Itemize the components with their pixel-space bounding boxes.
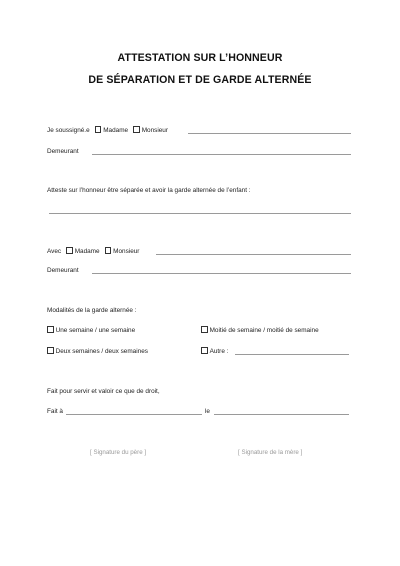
child-name-field[interactable] <box>49 213 351 214</box>
place-field[interactable] <box>66 414 202 415</box>
other-parent-monsieur-label: Monsieur <box>113 248 140 255</box>
custody-option-4-label: Autre : <box>209 348 229 355</box>
custody-option-4 <box>201 346 228 358</box>
declarant-address-label: Demeurant <box>47 148 79 155</box>
other-parent-madame-label: Madame <box>74 248 100 255</box>
declarant-monsieur-label: Monsieur <box>141 127 168 134</box>
declarant-lead-label: Je soussigné.e <box>47 127 90 134</box>
declarant-row <box>47 125 168 137</box>
custody-option-3-checkbox[interactable] <box>47 347 54 354</box>
statement-text: Atteste sur l’honneur être séparée et avoir la garde alternée de l’enfant : <box>47 187 251 194</box>
mother-signature-placeholder: [ Signature de la mère ] <box>238 449 303 456</box>
document-title-line-2: DE SÉPARATION ET DE GARDE ALTERNÉE <box>88 74 312 86</box>
declarant-monsieur-checkbox[interactable] <box>133 126 140 133</box>
other-parent-name-field[interactable] <box>156 254 351 255</box>
other-parent-lead-label: Avec <box>47 248 62 255</box>
date-field[interactable] <box>214 414 349 415</box>
other-parent-madame-checkbox[interactable] <box>66 247 73 254</box>
custody-option-3-label: Deux semaines / deux semaines <box>55 348 148 355</box>
place-label: Fait à <box>47 408 63 415</box>
closing-text: Fait pour servir et valoir ce que de droit, <box>47 388 160 395</box>
custody-heading: Modalités de la garde alternée : <box>47 307 137 314</box>
other-parent-address-field[interactable] <box>92 273 351 274</box>
other-parent-address-label: Demeurant <box>47 267 79 274</box>
custody-option-4-checkbox[interactable] <box>201 347 208 354</box>
declarant-address-field[interactable] <box>92 154 351 155</box>
other-parent-monsieur-checkbox[interactable] <box>105 247 112 254</box>
document-title-line-1: ATTESTATION SUR L’HONNEUR <box>117 52 283 64</box>
custody-other-field[interactable] <box>235 354 349 355</box>
custody-option-1-label: Une semaine / une semaine <box>55 327 136 334</box>
custody-option-1 <box>47 325 135 337</box>
custody-option-2-checkbox[interactable] <box>201 326 208 333</box>
other-parent-row <box>47 246 139 258</box>
date-label: le <box>205 408 210 415</box>
father-signature-placeholder: [ Signature du père ] <box>90 449 147 456</box>
custody-option-2-label: Moitié de semaine / moitié de semaine <box>209 327 319 334</box>
custody-option-1-checkbox[interactable] <box>47 326 54 333</box>
custody-option-3 <box>47 346 148 358</box>
declarant-madame-checkbox[interactable] <box>95 126 102 133</box>
declarant-madame-label: Madame <box>103 127 129 134</box>
declarant-name-field[interactable] <box>188 133 351 134</box>
custody-option-2 <box>201 325 319 337</box>
